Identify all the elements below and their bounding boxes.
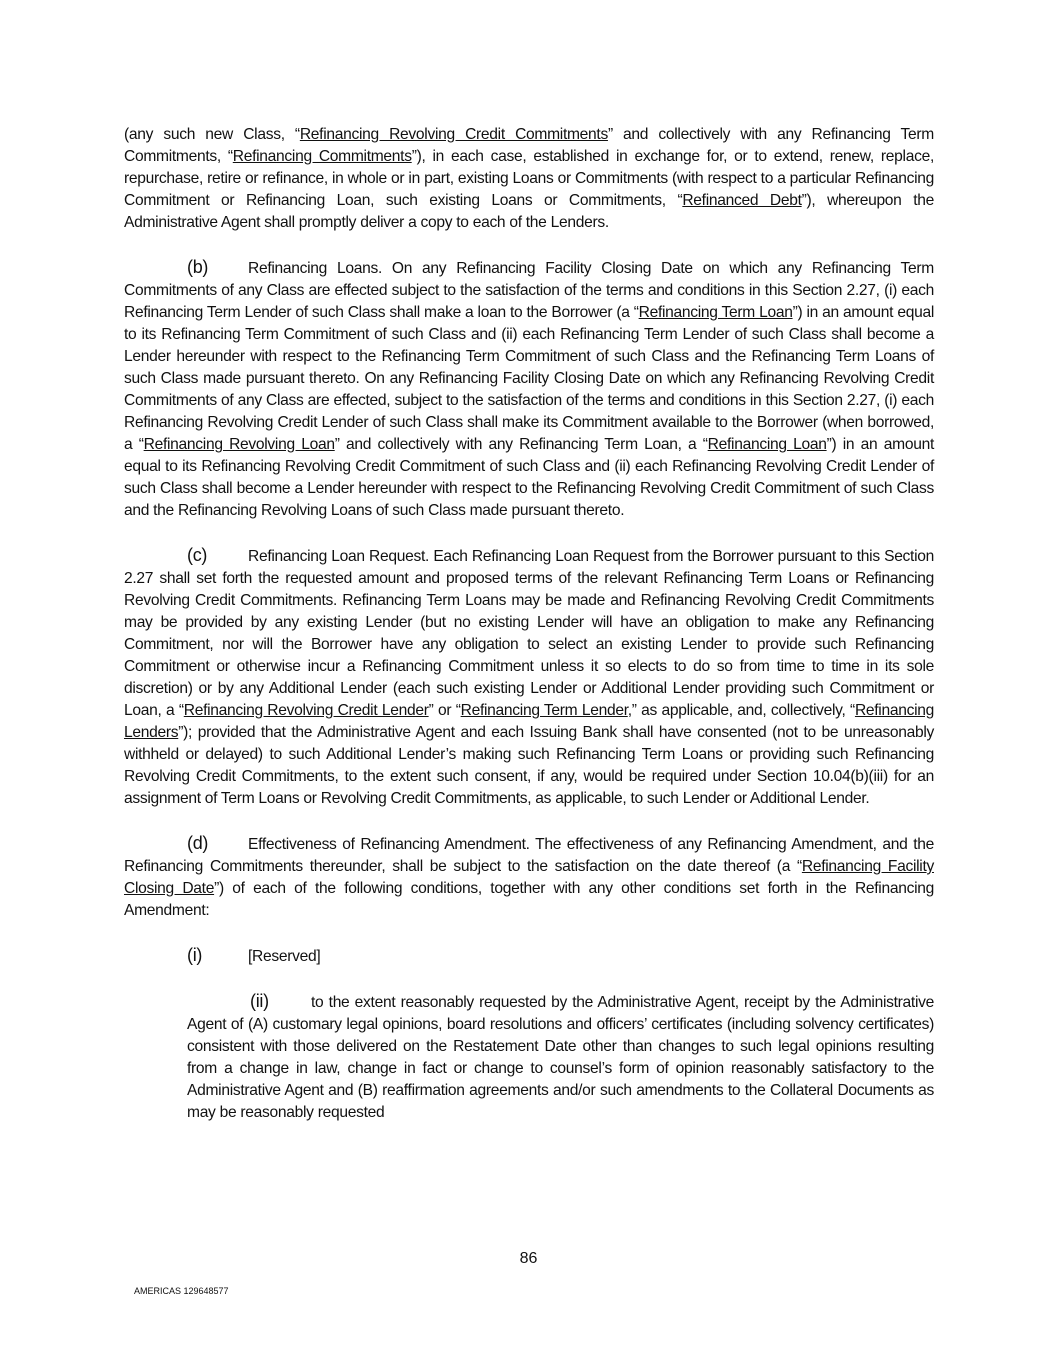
- text: ” and collectively with any Refinancing Term Commitments, “: [124, 126, 934, 165]
- text: ”), in each case, established in exchange for, or to extend, renew, replace, repurchase, retire or refinance, in whole or in part, existing Loans or Commitments (with respect to a particular Refinancing Commitment or Refinancing Loan, such existing Loans or Commitments, “: [124, 148, 934, 209]
- defined-term: Refinancing Term Lender: [460, 702, 628, 719]
- defined-term: Refinancing Commitments: [232, 148, 412, 165]
- paragraph-b: [124, 256, 934, 522]
- text: Refinancing Loans. On any Refinancing Facility Closing Date on which any Refinancing Term Commitments of any Class are effected subject to the satisfaction of the terms and conditions in this Section 2.27, (i) each Refinancing Term Lender of such Class shall make a loan to the Borrower (a “: [124, 260, 934, 321]
- defined-term: Refinancing Revolving Credit Lender: [183, 702, 429, 719]
- text: ” or “: [428, 702, 461, 719]
- paragraph-a-continuation: [124, 124, 934, 234]
- item-i: [124, 944, 934, 968]
- paragraph-d: [124, 832, 934, 922]
- defined-term: Refinancing Term Loan: [638, 304, 793, 321]
- defined-term: Refinancing Revolving Loan: [143, 436, 335, 453]
- text: ,” as applicable, and, collectively, “: [627, 702, 855, 719]
- document-id: AMERICAS 129648577: [134, 1286, 229, 1296]
- item-ii: [187, 990, 934, 1124]
- defined-term: Refinancing Revolving Credit Commitments: [299, 126, 608, 143]
- text: to the extent reasonably requested by the Administrative Agent, receipt by the Administrative Agent of (A) customary legal opinions, board resolutions and officers’ certificates (including solvency certificates) consistent with those delivered on the Restatement Date other than changes to such legal opinions resulting from a change in law, change in fact or change to counsel’s form of opinion reasonably satisfactory to the Administrative Agent and (B) reaffirmation agreements and/or such amendments to the Collateral Documents as may be reasonably requested: [187, 994, 934, 1121]
- paragraph-marker: (d): [187, 833, 209, 853]
- defined-term: Refinancing Facility Closing Date: [124, 858, 934, 897]
- text: ”); provided that the Administrative Agent and each Issuing Bank shall have consented (not to be unreasonably withheld or delayed) to such Additional Lender’s making such Refinancing Term Loans or providing such Refinancing Revolving Credit Commitments, to the extent such consent, if any, would be required under Section 10.04(b)(iii) for an assignment of Term Loans or Revolving Credit Commitments, as applicable, to such Lender or Additional Lender.: [124, 724, 934, 807]
- text: ”) of each of the following conditions, together with any other conditions set forth in the Refinancing Amendment:: [124, 880, 934, 919]
- text: Effectiveness of Refinancing Amendment. The effectiveness of any Refinancing Amendment, and the Refinancing Commitments thereunder, shall be subject to the satisfaction on the date thereof (a “: [124, 836, 934, 875]
- text: ”) in an amount equal to its Refinancing Revolving Credit Commitment of such Class and (ii) each Refinancing Revolving Credit Lender of such Class shall become a Lender hereunder with respect to the Refinancing Revolving Credit Commitment of such Class and the Refinancing Revolving Loans of such Class made pursuant thereto.: [124, 436, 934, 519]
- text: ” and collectively with any Refinancing Term Loan, a “: [334, 436, 708, 453]
- text: ”) in an amount equal to its Refinancing Term Commitment of such Class and (ii) each Refinancing Term Lender of such Class shall become a Lender hereunder with respect to the Refinancing Term Commitment of such Class and the Refinancing Term Loans of such Class made pursuant thereto. On any Refinancing Facility Closing Date on which any Refinancing Revolving Credit Commitments of any Class are effected, subject to the satisfaction of the terms and conditions in this Section 2.27, (i) each Refinancing Revolving Credit Lender of such Class shall make its Commitment available to the Borrower (when borrowed, a “: [124, 304, 934, 453]
- paragraph-marker: (c): [187, 545, 208, 565]
- text: ”), whereupon the Administrative Agent shall promptly deliver a copy to each of the Lenders.: [124, 192, 934, 231]
- page-body: [124, 124, 934, 1146]
- paragraph-c: [124, 544, 934, 810]
- item-marker: (i): [187, 945, 203, 965]
- text: Refinancing Loan Request. Each Refinancing Loan Request from the Borrower pursuant to this Section 2.27 shall set forth the requested amount and proposed terms of the relevant Refinancing Term Loans or Refinancing Revolving Credit Commitments. Refinancing Term Loans may be made and Refinancing Revolving Credit Commitments may be provided by any existing Lender (but no existing Lender will have an obligation to make any Refinancing Commitment, nor will the Borrower have any obligation to select an existing Lender to provide such Refinancing Commitment or otherwise incur a Refinancing Commitment unless it so elects to do so from time to time in its sole discretion) or by any Additional Lender (each such existing Lender or Additional Lender providing such Commitment or Loan, a “: [124, 548, 934, 719]
- defined-term: Refinanced Debt: [682, 192, 802, 209]
- text: [Reserved]: [248, 948, 321, 965]
- text: (any such new Class, “: [124, 126, 300, 143]
- item-marker: (ii): [250, 991, 269, 1011]
- page-number: 86: [519, 1250, 538, 1267]
- defined-term: Refinancing Loan: [707, 436, 827, 453]
- paragraph-marker: (b): [187, 257, 209, 277]
- defined-term: Refinancing Lenders: [124, 702, 934, 741]
